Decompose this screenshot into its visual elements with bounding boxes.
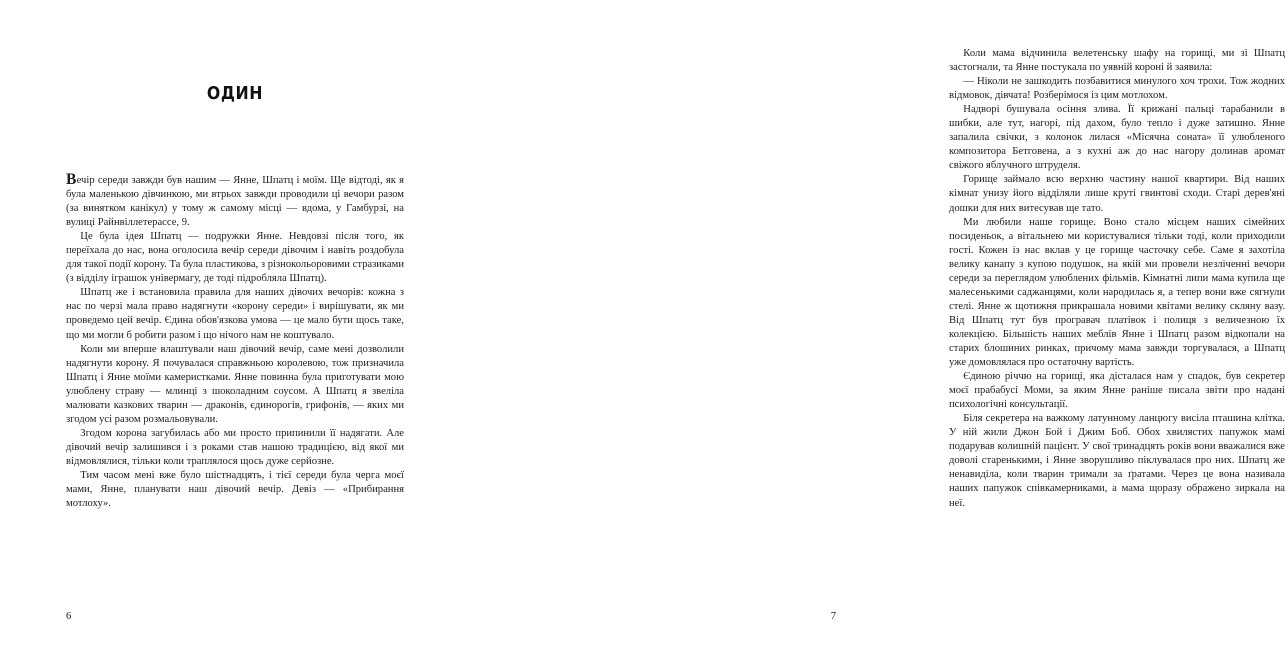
paragraph: Єдиною річчю на горищі, яка дісталася нам у спадок, був секретер моєї прабабусі Моми, за яким Янне раніше писала звіти про надані психологічні консультації. — [949, 371, 1285, 411]
page-number-left: 6 — [66, 611, 72, 622]
paragraph-text: ечір середи завжди був нашим — Янне, Шпатц і моїм. Ще відтоді, як я була маленькою дівчинкою, ми втрьох завжди проводили ці вечори разом (за винятком канікул) у тому ж самому місці — вдома, у Гамбурзі, на вулиці Райнвіллетерассе, 9. — [66, 175, 404, 229]
paragraph: Згодом корона загубилась або ми просто припинили її надягати. Але дівочий вечір залишився і з роками став нашою традицією, від якої ми відмовлялися, тільки коли траплялося щось дуже серйозне. — [66, 427, 404, 467]
paragraph: Коли ми вперше влаштували наш дівочий вечір, саме мені дозволили надягнути корону. Я почувалася справжньою королевою, тож призначила Шпатц і Янне моїми камеристками. Янне повинна була приготувати мою улюблену страву — млинці з шоколадним соусом. А Шпатц я звеліла малювати казкових тварин — драконів, єдинорогів, грифонів, — яких ми згодом усі разом розмальовували. — [66, 343, 404, 425]
paragraph: Надворі бушувала осіння злива. Її крижані пальці тарабанили в шибки, але тут, нагорі, під дахом, було тепло і дуже затишно. Янне запалила свічки, з колонок лилася «Місячна соната» її улюбленого композитора Бетговена, а з кухні аж до нас нагору долинав аромат свіжого яблучного штруделя. — [949, 104, 1285, 172]
right-page-text-column — [949, 47, 1285, 511]
paragraph: Горище займало всю верхню частину нашої квартири. Від наших кімнат унизу його відділяли лише круті гвинтові сходи. Старі дерев'яні дошки для них витесував ще тато. — [949, 174, 1285, 214]
right-page — [449, 0, 1285, 650]
paragraph: — Ніколи не зашкодить позбавитися минулого хоч трохи. Тож жодних відмовок, дівчата! Розберімося із цим мотлохом. — [949, 76, 1285, 102]
paragraph: Коли мама відчинила велетенську шафу на горищі, ми зі Шпатц застогнали, та Янне постукала по уявній короні й заявила: — [949, 48, 1285, 74]
drop-cap: В — [66, 171, 77, 188]
paragraph — [66, 172, 404, 230]
left-page-text-column — [66, 172, 404, 511]
paragraph: Шпатц же і встановила правила для наших дівочих вечорів: кожна з нас по черзі мала право надягнути «корону середи» і вирішувати, як ми проведемо цей вечір. Єдина обов'язкова умова — це мало бути щось таке, що ми могли б робити разом і що нічого нам не коштувало. — [66, 287, 404, 341]
chapter-title: ОДИН — [206, 84, 264, 104]
left-page — [0, 0, 448, 650]
page-number-right: 7 — [830, 611, 836, 622]
paragraph: Тим часом мені вже було шістнадцять, і тієї середи була черга моєї мами, Янне, планувати наш дівочий вечір. Девіз — «Прибирання мотлоху». — [66, 469, 404, 510]
paragraph: Ми любили наше горище. Воно стало місцем наших сімейних посиденьок, а вітальнею ми користувалися тільки тоді, коли приходили гості. Кожен із нас вклав у це горище часточку себе. Саме я захотіла велику канапу з купою подушок, на якій ми провели незліченні вечори середи за переглядом улюблених фільмів. Кімнатні липи мама купила ще малесенькими саджанцями, коли народилась я, а тепер вони вже сягнули стелі. Янне ж щотижня прикрашала новими квітами велику скляну вазу. Від Шпатц тут був програвач платівок і полиця з величезною їх колекцією. Більшість наших меблів Янне і Шпатц разом відкопали на старих блошиних ринках, причому мама завжди торгувалася, а Шпатц уже домовлялася про остаточну вартість. — [949, 216, 1285, 369]
paragraph: Це була ідея Шпатц — подружки Янне. Невдовзі після того, як переїхала до нас, вона оголосила вечір середи дівочим і навіть роздобула для такої події корону. Та була пластикова, з різнокольоровими стразиками (з відділу іграшок універмагу, де тоді підробляла Шпатц). — [66, 231, 404, 285]
paragraph: Біля секретера на важкому латунному ланцюгу висіла пташина клітка. У ній жили Джон Бой і Джим Боб. Обох хвилястих папужок мамі подарував колишній пацієнт. У свої тринадцять років вони вважалися вже доволі старенькими, і Янне зворушливо піклувалася про них. Шпатц же ненавиділа, коли тварин тримали за ґратами. Через це вона називала наших папужок співкамерниками, а мама щоразу ображено зиркала на неї. — [949, 413, 1285, 509]
